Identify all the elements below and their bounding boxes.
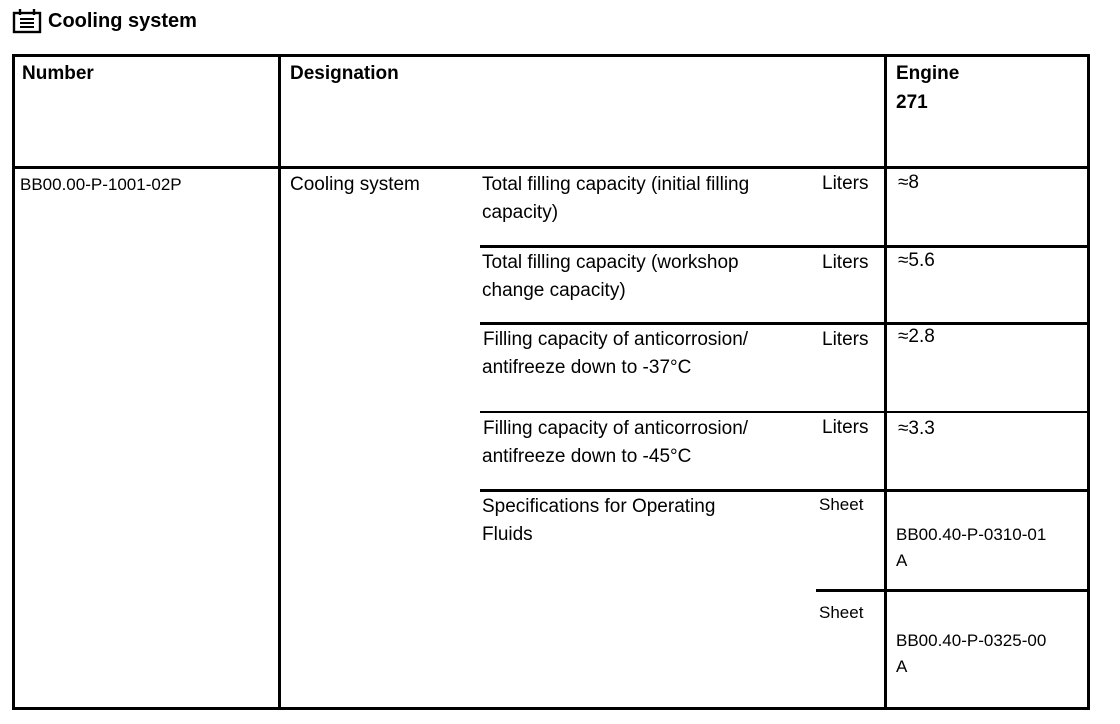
spec-sheet-2-ref-suffix: A (896, 657, 908, 676)
page-title (12, 6, 197, 36)
item-4-line1: Filling capacity of anticorrosion/ (483, 418, 749, 439)
item-3-line1: Filling capacity of anticorrosion/ (483, 329, 749, 350)
item-4-unit: Liters (822, 417, 869, 438)
item-3-unit: Liters (822, 329, 869, 350)
item-2-line2: change capacity) (482, 280, 626, 301)
item-3-value: ≈2.8 (898, 326, 935, 347)
item-3-line2: antifreeze down to -37°C (482, 357, 692, 378)
item-1-line2: capacity) (482, 202, 559, 223)
header-designation: Designation (290, 63, 399, 84)
item-2-line1: Total filling capacity (workshop (482, 252, 739, 273)
spec-sheet-1-ref[interactable]: BB00.40-P-0310-01 (896, 525, 1047, 544)
row-number: BB00.00-P-1001-02P (20, 175, 182, 194)
item-1-value: ≈8 (898, 172, 919, 193)
item-2-unit: Liters (822, 252, 869, 273)
item-4-value: ≈3.3 (898, 418, 935, 439)
item-4-line2: antifreeze down to -45°C (482, 446, 692, 467)
title-text: Cooling system (48, 9, 197, 32)
document-list-icon (12, 8, 42, 34)
spec-line2: Fluids (482, 524, 533, 545)
spec-sheet-2-unit: Sheet (819, 603, 864, 622)
spec-sheet-1-unit: Sheet (819, 495, 864, 514)
item-2-value: ≈5.6 (898, 250, 935, 271)
header-number: Number (22, 63, 94, 84)
item-1-line1: Total filling capacity (initial filling (482, 174, 750, 195)
item-1-unit: Liters (822, 173, 869, 194)
row-designation: Cooling system (290, 174, 420, 195)
header-engine-value: 271 (896, 92, 928, 113)
header-engine: Engine (896, 63, 960, 84)
spec-sheet-1-ref-suffix: A (896, 551, 908, 570)
spec-line1: Specifications for Operating (482, 496, 716, 517)
spec-sheet-2-ref[interactable]: BB00.40-P-0325-00 (896, 631, 1047, 650)
